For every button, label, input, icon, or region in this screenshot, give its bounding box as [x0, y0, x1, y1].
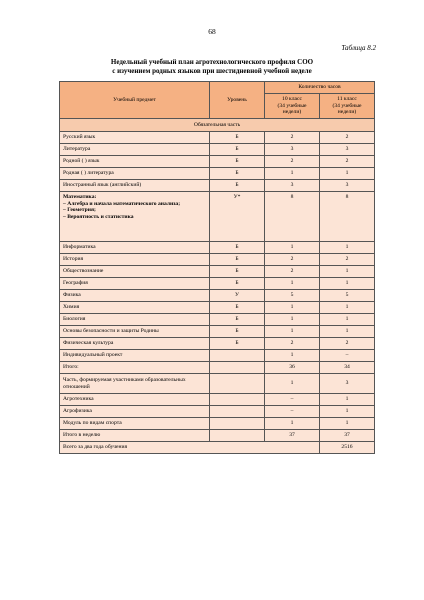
cell-grade-11: 1 [320, 326, 375, 338]
cell-grade-10: 2 [265, 156, 320, 168]
table-row-math [60, 192, 375, 242]
cell-grade-10: 36 [265, 362, 320, 374]
math-line-2: – Геометрия; [63, 207, 96, 213]
cell-subject: Родной ( ) язык [60, 156, 210, 168]
table-row [60, 180, 375, 192]
cell-level: Б [210, 144, 265, 156]
cell-grade-11: 1 [320, 406, 375, 418]
cell-grade-10: 3 [265, 180, 320, 192]
cell-level: Б [210, 266, 265, 278]
math-title: Математика: [63, 194, 97, 200]
cell-level: Б [210, 338, 265, 350]
table-row [60, 242, 375, 254]
table-row [60, 406, 375, 418]
cell-grade-10: 1 [265, 350, 320, 362]
cell-subject: Родная ( ) литература [60, 168, 210, 180]
cell-subject: Индивидуальный проект [60, 350, 210, 362]
cell-grade-11: 34 [320, 362, 375, 374]
cell-level: Б [210, 314, 265, 326]
cell-level [210, 406, 265, 418]
cell-grade-11: 2 [320, 132, 375, 144]
table-title [0, 58, 424, 76]
curriculum-table [59, 81, 375, 454]
math-line-3: – Вероятность и статистика [63, 213, 134, 220]
table-row [60, 290, 375, 302]
cell-level [210, 430, 265, 442]
cell-grade-10: 1 [265, 242, 320, 254]
cell-grade-10: 37 [265, 430, 320, 442]
cell-grade-10: 2 [265, 266, 320, 278]
math-line-1: – Алгебра и начала математического анализа; [63, 200, 181, 207]
cell-level [210, 418, 265, 430]
table-row [60, 350, 375, 362]
cell-level: Б [210, 326, 265, 338]
cell-subject: Физическая культура [60, 338, 210, 350]
cell-level: У [210, 290, 265, 302]
cell-subject: Химия [60, 302, 210, 314]
header-subject: Учебный предмет [60, 82, 210, 119]
cell-grade-11: 1 [320, 302, 375, 314]
cell-grade-11: 2 [320, 156, 375, 168]
cell-level [210, 394, 265, 406]
cell-grade-11: 1 [320, 168, 375, 180]
table-row-total-week [60, 430, 375, 442]
cell-grade-10: 1 [265, 302, 320, 314]
table-row [60, 302, 375, 314]
cell-subject: Литература [60, 144, 210, 156]
cell-subject: Русский язык [60, 132, 210, 144]
cell-grade-10: 8 [265, 192, 320, 242]
cell-grade-11: 1 [320, 242, 375, 254]
cell-grade-10: 2 [265, 254, 320, 266]
cell-level: Б [210, 254, 265, 266]
title-line-1: Недельный учебный план агротехнологического профиля СОО [110, 58, 314, 66]
cell-grade-11: 3 [320, 180, 375, 192]
cell-level: Б [210, 156, 265, 168]
cell-grade-10: – [265, 406, 320, 418]
cell-subject: Информатика [60, 242, 210, 254]
table-row-subtotal [60, 362, 375, 374]
cell-subject: Физика [60, 290, 210, 302]
header-level: Уровень [210, 82, 265, 119]
cell-subject: Агрофизика [60, 406, 210, 418]
cell-grade-11: 37 [320, 430, 375, 442]
cell-subject: Часть, формируемая участниками образовательных отношений [60, 374, 210, 394]
cell-grade-11: 5 [320, 290, 375, 302]
cell-subject: Иностранный язык (английский) [60, 180, 210, 192]
table-row [60, 418, 375, 430]
cell-grade-10: 1 [265, 168, 320, 180]
cell-grade-10: 1 [265, 278, 320, 290]
cell-grade-11: 8 [320, 192, 375, 242]
cell-grade-10: 1 [265, 418, 320, 430]
title-line-2: с изучением родных языков при шестидневной учебной неделе [112, 67, 312, 75]
cell-subject: Основы безопасности и защиты Родины [60, 326, 210, 338]
cell-subject: История [60, 254, 210, 266]
cell-subject: Итого в неделю [60, 430, 210, 442]
cell-grade-11: 2 [320, 338, 375, 350]
cell-grade-10: 1 [265, 374, 320, 394]
cell-subject: Итого: [60, 362, 210, 374]
table-row [60, 144, 375, 156]
table-row [60, 266, 375, 278]
cell-total-value: 2516 [320, 442, 375, 454]
cell-grade-10: 1 [265, 326, 320, 338]
cell-grade-11: 3 [320, 374, 375, 394]
cell-grade-11: 1 [320, 266, 375, 278]
cell-subject: География [60, 278, 210, 290]
cell-grade-10: 3 [265, 144, 320, 156]
cell-subject-math [60, 192, 210, 242]
header-grade-10: 10 класс (34 учебные недели) [265, 94, 320, 119]
table-row [60, 156, 375, 168]
table-row-optional-part [60, 374, 375, 394]
cell-level [210, 362, 265, 374]
table-row-total-years [60, 442, 375, 454]
cell-level [210, 350, 265, 362]
cell-grade-11: 1 [320, 394, 375, 406]
table-row [60, 168, 375, 180]
cell-subject: Модуль по видам спорта [60, 418, 210, 430]
table-row [60, 326, 375, 338]
header-grade-11: 11 класс (34 учебные недели) [320, 94, 375, 119]
cell-grade-10: 1 [265, 314, 320, 326]
header-hours: Количество часов [265, 82, 375, 94]
header-row [60, 82, 375, 94]
table-row [60, 314, 375, 326]
cell-grade-11: 1 [320, 278, 375, 290]
page-number: 68 [208, 27, 216, 36]
table-row [60, 132, 375, 144]
cell-grade-11: – [320, 350, 375, 362]
cell-level [210, 374, 265, 394]
cell-subject: Обществознание [60, 266, 210, 278]
cell-level: Б [210, 242, 265, 254]
cell-grade-10: 2 [265, 132, 320, 144]
cell-subject: Всего за два года обучения [60, 442, 320, 454]
cell-level: Б [210, 180, 265, 192]
table-row [60, 254, 375, 266]
table-row [60, 278, 375, 290]
cell-subject: Биология [60, 314, 210, 326]
cell-subject: Агротехника [60, 394, 210, 406]
table-row [60, 394, 375, 406]
section-mandatory: Обязательная часть [60, 119, 375, 132]
cell-grade-10: – [265, 394, 320, 406]
cell-level: Б [210, 302, 265, 314]
cell-grade-11: 2 [320, 254, 375, 266]
cell-grade-11: 3 [320, 144, 375, 156]
cell-level: Б [210, 132, 265, 144]
cell-grade-10: 2 [265, 338, 320, 350]
table-label: Таблица 8.2 [341, 44, 376, 52]
table-row [60, 338, 375, 350]
cell-grade-11: 1 [320, 418, 375, 430]
section-row [60, 119, 375, 132]
cell-grade-10: 5 [265, 290, 320, 302]
cell-level: Б [210, 278, 265, 290]
cell-level: Б [210, 168, 265, 180]
cell-grade-11: 1 [320, 314, 375, 326]
cell-level: У* [210, 192, 265, 242]
